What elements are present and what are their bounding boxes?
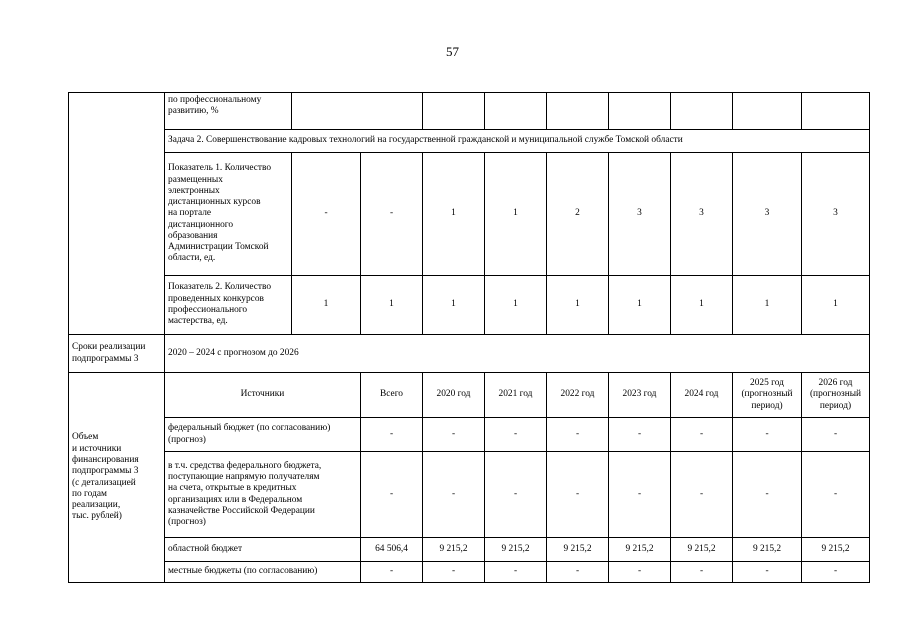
indicator-1-value: 2: [547, 153, 609, 276]
indicator-2-value: 1: [361, 276, 423, 335]
funding-header-year: 2020 год: [423, 373, 485, 418]
empty-cell: [423, 93, 485, 130]
table-row: [69, 93, 870, 130]
funding-value: 64 506,4: [361, 538, 423, 562]
indicator-1-value: 3: [609, 153, 671, 276]
funding-value: 9 215,2: [547, 538, 609, 562]
indicator-2-value: 1: [485, 276, 547, 335]
timeline-value: 2020 – 2024 с прогнозом до 2026: [165, 335, 870, 373]
funding-value: 9 215,2: [423, 538, 485, 562]
indicator-label-prev: по профессиональному развитию, %: [165, 93, 292, 130]
task-2-title: Задача 2. Совершенствование кадровых технологий на государственной гражданской и муниципальной службе Томской области: [165, 130, 870, 153]
indicator-2-value: 1: [547, 276, 609, 335]
indicator-1-value: 3: [671, 153, 733, 276]
table-row: [69, 130, 870, 153]
funding-value: -: [485, 562, 547, 583]
funding-value: -: [733, 562, 802, 583]
funding-value: 9 215,2: [733, 538, 802, 562]
empty-cell: [485, 93, 547, 130]
empty-left-cell: [69, 93, 165, 335]
funding-header-year: 2022 год: [547, 373, 609, 418]
indicator-1-value: 1: [485, 153, 547, 276]
indicator-1-value: 3: [802, 153, 870, 276]
funding-value: -: [609, 418, 671, 452]
funding-source: местные бюджеты (по согласованию): [165, 562, 361, 583]
funding-value: 9 215,2: [802, 538, 870, 562]
funding-header-year: 2023 год: [609, 373, 671, 418]
funding-header-year: 2026 год (прогнозный период): [802, 373, 870, 418]
funding-header-year: 2025 год (прогнозный период): [733, 373, 802, 418]
subprogram-table: [68, 92, 870, 583]
indicator-1-value: -: [292, 153, 361, 276]
indicator-1-value: 3: [733, 153, 802, 276]
empty-cell: [671, 93, 733, 130]
funding-header-total: Всего: [361, 373, 423, 418]
funding-value: 9 215,2: [671, 538, 733, 562]
table-row: [69, 562, 870, 583]
funding-source: федеральный бюджет (по согласованию) (прогноз): [165, 418, 361, 452]
funding-value: -: [485, 418, 547, 452]
funding-value: -: [802, 562, 870, 583]
funding-header-year: 2024 год: [671, 373, 733, 418]
empty-cell: [802, 93, 870, 130]
funding-value: -: [361, 562, 423, 583]
funding-source: областной бюджет: [165, 538, 361, 562]
indicator-1-value: 1: [423, 153, 485, 276]
empty-cell: [292, 93, 423, 130]
indicator-1-value: -: [361, 153, 423, 276]
table-row: [69, 418, 870, 452]
indicator-2-value: 1: [292, 276, 361, 335]
table-row: [69, 335, 870, 373]
funding-value: -: [423, 452, 485, 538]
funding-value: -: [485, 452, 547, 538]
funding-value: -: [547, 562, 609, 583]
funding-header-year: 2021 год: [485, 373, 547, 418]
page-number: 57: [446, 44, 459, 59]
funding-value: -: [671, 562, 733, 583]
funding-value: -: [609, 452, 671, 538]
funding-value: -: [802, 418, 870, 452]
table-row: [69, 452, 870, 538]
indicator-2-value: 1: [609, 276, 671, 335]
table-row: [69, 538, 870, 562]
indicator-2-value: 1: [802, 276, 870, 335]
funding-value: -: [423, 562, 485, 583]
indicator-1-label: Показатель 1. Количество размещенных электронных дистанционных курсов на портале дистанционного образования Администрации Томской области, ед.: [165, 153, 292, 276]
indicator-2-value: 1: [671, 276, 733, 335]
funding-value: -: [547, 452, 609, 538]
table-row: [69, 153, 870, 276]
funding-value: -: [609, 562, 671, 583]
funding-value: -: [733, 452, 802, 538]
table-row: [69, 373, 870, 418]
funding-value: 9 215,2: [609, 538, 671, 562]
funding-value: -: [361, 418, 423, 452]
timeline-label: Сроки реализации подпрограммы 3: [69, 335, 165, 373]
funding-source: в т.ч. средства федерального бюджета, поступающие напрямую получателям на счета, открытые в кредитных организациях или в Федеральном казначействе Российской Федерации (прогноз): [165, 452, 361, 538]
funding-value: 9 215,2: [485, 538, 547, 562]
funding-value: -: [547, 418, 609, 452]
indicator-2-label: Показатель 2. Количество проведенных конкурсов профессионального мастерства, ед.: [165, 276, 292, 335]
funding-value: -: [361, 452, 423, 538]
table-row: [69, 276, 870, 335]
funding-value: -: [733, 418, 802, 452]
funding-label: Объем и источники финансирования подпрограммы 3 (с детализацией по годам реализации, тыс. рублей): [69, 373, 165, 583]
indicator-2-value: 1: [423, 276, 485, 335]
funding-value: -: [423, 418, 485, 452]
indicator-2-value: 1: [733, 276, 802, 335]
empty-cell: [733, 93, 802, 130]
funding-header-sources: Источники: [165, 373, 361, 418]
empty-cell: [547, 93, 609, 130]
empty-cell: [609, 93, 671, 130]
funding-value: -: [671, 452, 733, 538]
funding-value: -: [671, 418, 733, 452]
funding-value: -: [802, 452, 870, 538]
